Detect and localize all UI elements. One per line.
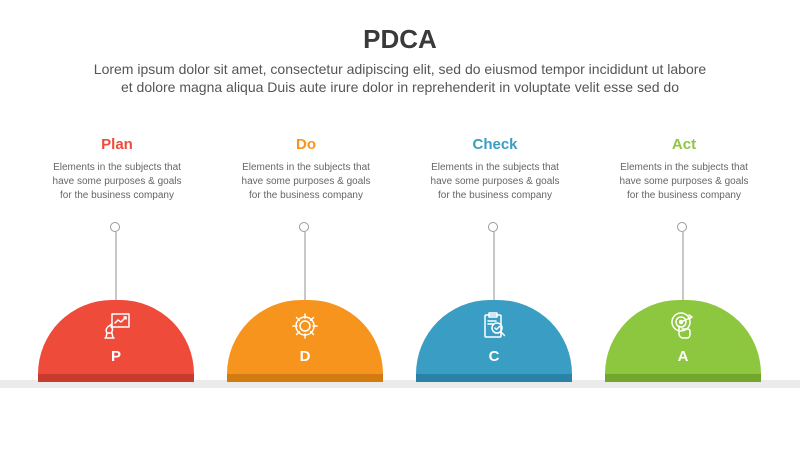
subtitle-line-1: Lorem ipsum dolor sit amet, consectetur adipiscing elit, sed do eiusmod tempor incididunt ut labore	[93, 61, 707, 77]
desc-line: for the business company	[60, 190, 174, 201]
page-title: PDCA	[363, 24, 437, 54]
connector-line	[115, 232, 117, 302]
step-do-description	[226, 161, 386, 203]
chess-strategy-icon	[100, 310, 132, 342]
connector-dot	[299, 222, 309, 232]
clipboard-check-icon	[478, 310, 510, 342]
target-tap-icon	[667, 310, 699, 342]
gear-icon	[289, 310, 321, 342]
connector-line	[682, 232, 684, 302]
connector-dot	[488, 222, 498, 232]
step-plan-text	[37, 136, 197, 203]
step-plan-base	[38, 374, 194, 382]
step-check-description	[415, 161, 575, 203]
step-act-text	[604, 136, 764, 203]
desc-line: for the business company	[438, 190, 552, 201]
step-do-text	[226, 136, 386, 203]
connector-line	[493, 232, 495, 302]
step-act-base	[605, 374, 761, 382]
step-check-dome	[416, 300, 572, 374]
desc-line: Elements in the subjects that	[53, 162, 181, 173]
step-check-title: Check	[472, 136, 518, 153]
step-act-letter: A	[677, 348, 689, 365]
desc-line: have some purposes & goals	[241, 176, 371, 187]
desc-line: Elements in the subjects that	[242, 162, 370, 173]
subtitle	[30, 60, 770, 96]
step-plan-title: Plan	[101, 136, 133, 153]
step-check-letter: C	[488, 348, 500, 365]
step-plan-description	[37, 161, 197, 203]
subtitle-line-2: et dolore magna aliqua Duis aute irure dolor in reprehenderit in voluptate velit esse sed do	[120, 79, 679, 95]
desc-line: for the business company	[249, 190, 363, 201]
step-act-title: Act	[671, 136, 697, 153]
connector-dot	[110, 222, 120, 232]
step-do-base	[227, 374, 383, 382]
step-check-text	[415, 136, 575, 203]
desc-line: have some purposes & goals	[430, 176, 560, 187]
desc-line: Elements in the subjects that	[431, 162, 559, 173]
step-act-dome	[605, 300, 761, 374]
step-plan-letter: P	[110, 348, 121, 365]
step-act-description	[604, 161, 764, 203]
connector-dot	[677, 222, 687, 232]
desc-line: have some purposes & goals	[619, 176, 749, 187]
desc-line: have some purposes & goals	[52, 176, 182, 187]
step-check-base	[416, 374, 572, 382]
step-plan-dome	[38, 300, 194, 374]
step-do-title: Do	[296, 136, 316, 153]
step-do-dome	[227, 300, 383, 374]
connector-line	[304, 232, 306, 302]
step-do-letter: D	[299, 348, 311, 365]
desc-line: Elements in the subjects that	[620, 162, 748, 173]
desc-line: for the business company	[627, 190, 741, 201]
